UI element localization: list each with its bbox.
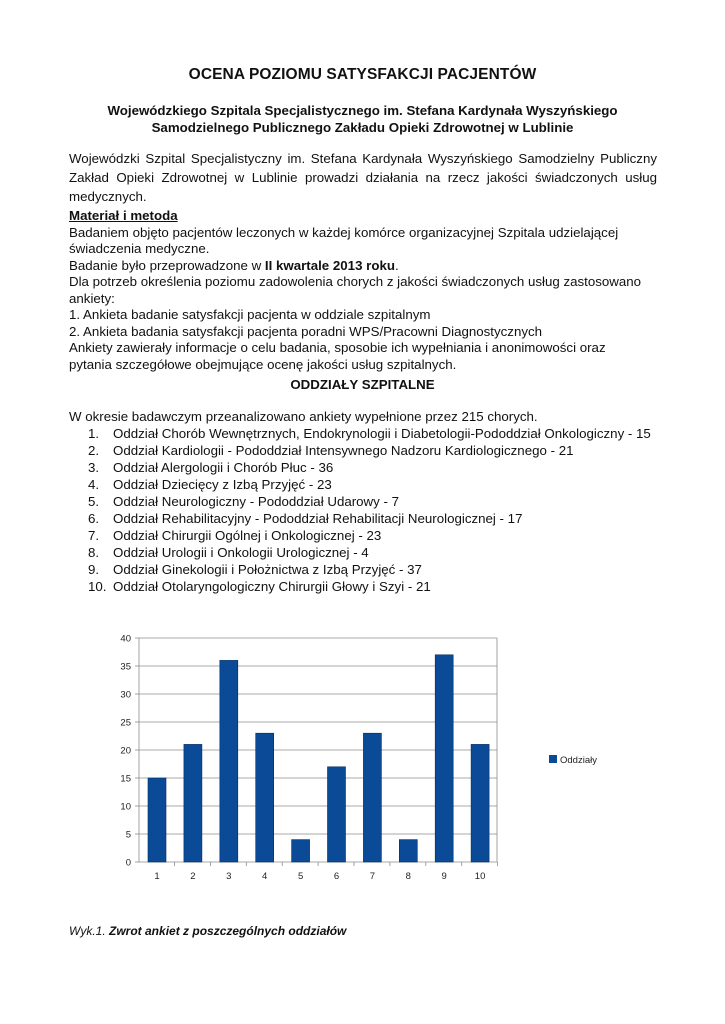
list-item-text: Oddział Alergologii i Chorób Płuc - 36	[113, 460, 334, 475]
bar	[148, 778, 166, 862]
x-tick-label: 7	[369, 871, 376, 882]
list-item	[88, 425, 651, 442]
y-tick-label: 30	[120, 689, 131, 701]
caption-prefix: Wyk.1.	[69, 924, 110, 938]
list-item-text: Oddział Rehabilitacyjny - Pododdział Rehabilitacji Neurologicznej - 17	[113, 511, 523, 526]
list-item-text: Oddział Urologii i Onkologii Urologicznej - 4	[113, 545, 369, 560]
list-item-text: Oddział Ginekologii i Położnictwa z Izbą Przyjęć - 37	[113, 562, 422, 577]
list-item	[88, 459, 651, 476]
subtitle-line: Samodzielnego Publicznego Zakładu Opieki Zdrowotnej w Lublinie	[151, 120, 574, 135]
list-item-number: 3.	[88, 460, 100, 475]
y-tick-label: 0	[125, 857, 131, 869]
list-item-number: 2.	[88, 443, 100, 458]
list-item-number: 1.	[88, 426, 100, 441]
list-item	[88, 561, 651, 578]
bar	[256, 733, 274, 862]
figure-caption	[69, 924, 346, 938]
list-item	[88, 527, 651, 544]
caption-title: Zwrot ankiet z poszczególnych oddziałów	[109, 924, 347, 938]
subtitle-line: Wojewódzkiego Szpitala Specjalistycznego im. Stefana Kardynała Wyszyńskiego	[107, 103, 618, 118]
method-line: ankiety:	[69, 290, 115, 306]
x-tick-label: 4	[262, 871, 268, 882]
x-tick-label: 3	[226, 871, 232, 882]
list-item-text: Oddział Chorób Wewnętrznych, Endokrynologii i Diabetologii-Pododdział Onkologiczny - 15	[113, 426, 651, 441]
method-line: 2. Ankieta badania satysfakcji pacjenta poradni WPS/Pracowni Diagnostycznych	[69, 323, 543, 339]
method-line: 1. Ankieta badanie satysfakcji pacjenta w oddziale szpitalnym	[69, 307, 431, 322]
list-item-text: Oddział Kardiologii - Pododdział Intensywnego Nadzoru Kardiologicznego - 21	[113, 443, 574, 458]
list-item	[88, 578, 651, 595]
x-tick-label: 9	[441, 871, 447, 882]
list-item-text: Oddział Chirurgii Ogólnej i Onkologicznej - 23	[113, 528, 382, 543]
method-line	[69, 258, 669, 275]
method-line: Badaniem objęto pacjentów leczonych w każdej komórce organizacyjnej Szpitala udzielającej	[69, 224, 619, 240]
method-line: świadczenia medyczne.	[69, 241, 210, 256]
legend-label: Oddziały	[560, 755, 597, 766]
bar	[435, 655, 453, 862]
method-line: pytania szczegółowe obejmujące ocenę jakości usług szpitalnych.	[69, 356, 457, 372]
list-item-number: 9.	[88, 562, 100, 577]
y-tick-label: 35	[120, 661, 131, 673]
y-tick-label: 10	[120, 801, 131, 813]
bar	[363, 733, 381, 862]
bar	[292, 840, 310, 862]
y-tick-label: 20	[120, 745, 131, 757]
wards-section-title: ODDZIAŁY SZPITALNE	[290, 377, 435, 392]
list-item-number: 10.	[88, 579, 107, 594]
list-item-number: 5.	[88, 494, 100, 509]
list-item-text: Oddział Otolaryngologiczny Chirurgii Głowy i Szyi - 21	[113, 579, 431, 594]
x-tick-label: 6	[333, 871, 340, 882]
list-item	[88, 493, 651, 510]
x-tick-label: 5	[297, 871, 304, 882]
bar	[471, 744, 489, 862]
method-heading: Materiał i metoda	[69, 208, 178, 223]
wards-intro: W okresie badawczym przeanalizowano ankiety wypełnione przez 215 chorych.	[69, 409, 538, 424]
list-item	[88, 476, 651, 493]
document-subtitle	[0, 102, 725, 136]
legend-swatch	[549, 755, 557, 763]
x-tick-label: 8	[405, 871, 411, 882]
x-tick-label: 2	[190, 871, 196, 882]
y-tick-label: 40	[120, 633, 131, 645]
bar	[220, 660, 238, 862]
y-tick-label: 5	[125, 829, 131, 841]
document-title: OCENA POZIOMU SATYSFAKCJI PACJENTÓW	[188, 66, 537, 83]
list-item-text: Oddział Dziecięcy z Izbą Przyjęć - 23	[113, 477, 332, 492]
list-item-number: 7.	[88, 528, 100, 543]
x-tick-label: 10	[474, 871, 486, 882]
bar	[328, 767, 346, 862]
intro-paragraph: Wojewódzki Szpital Specjalistyczny im. Stefana Kardynała Wyszyńskiego Samodzielny Publiczny Zakład Opieki Zdrowotnej w Lublinie prowadzi działania na rzecz jakości świadczonych usług medycznych.	[69, 151, 657, 204]
y-tick-label: 25	[120, 717, 131, 729]
bar-chart	[0, 620, 725, 900]
bar	[184, 744, 202, 862]
list-item-text: Oddział Neurologiczny - Pododdział Udarowy - 7	[113, 494, 400, 509]
list-item	[88, 510, 651, 527]
list-item-number: 6.	[88, 511, 100, 526]
list-item	[88, 442, 651, 459]
method-line-suffix: .	[394, 257, 399, 273]
list-item-number: 4.	[88, 477, 100, 492]
bar	[399, 840, 417, 862]
list-item	[88, 544, 651, 561]
method-section	[69, 208, 669, 373]
list-item-number: 8.	[88, 545, 100, 560]
method-period: II kwartale 2013 roku	[264, 257, 395, 273]
ward-list	[88, 425, 651, 595]
y-tick-label: 15	[120, 773, 131, 785]
x-tick-label: 1	[154, 871, 160, 882]
method-line: Ankiety zawierały informacje o celu badania, sposobie ich wypełniania i anonimowości oraz	[69, 340, 606, 355]
method-line: Dla potrzeb określenia poziomu zadowolenia chorych z jakości świadczonych usług zastosowano	[69, 274, 642, 289]
method-line-prefix: Badanie było przeprowadzone w	[69, 257, 265, 273]
